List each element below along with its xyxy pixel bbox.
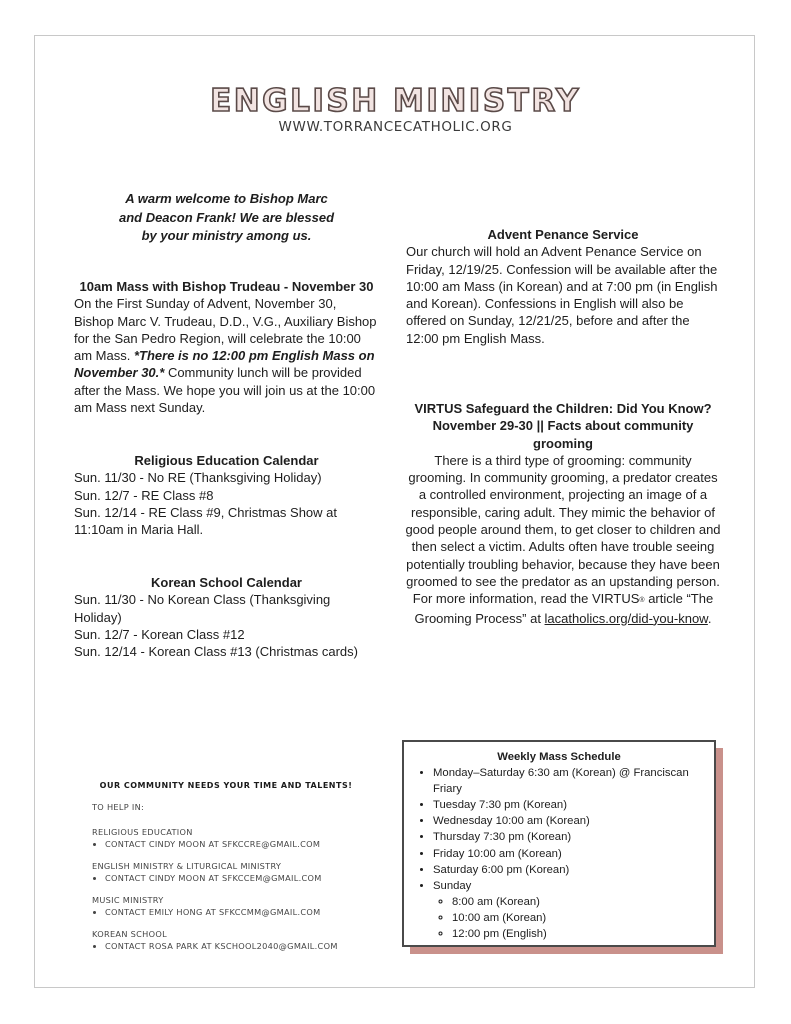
advent-penance-section [406, 226, 720, 347]
calendar-item: Sun. 11/30 - No RE (Thanksgiving Holiday) [74, 470, 322, 486]
mass-schedule-title: Weekly Mass Schedule [497, 751, 621, 763]
website-url[interactable]: WWW.TORRANCECATHOLIC.ORG [278, 119, 513, 135]
mass-item-sunday [433, 878, 704, 942]
calendar-item: Sun. 12/7 - RE Class #8 [74, 487, 214, 503]
page-title: ENGLISH MINISTRY [210, 83, 581, 119]
mass-item: • Wednesday 10:00 am (Korean) [433, 813, 704, 829]
help-in-label: TO HELP IN: [92, 802, 145, 812]
header [0, 84, 791, 136]
ministry-contact: • CONTACT CINDY MOON AT SFKCCRE@GMAIL.COM [105, 838, 382, 850]
mass-schedule-list [414, 765, 704, 942]
korean-school-section [74, 574, 379, 660]
body-text: There is a third type of grooming: community grooming. In community grooming, a predator creates a controlled environment, projecting an image of a responsible, caring adult. They mimic the behavior of good people around them, to get closer to children and then select a victim. Adults often have trouble seeing potentially troubling behavior, because they have been groomed to see the predator as an upstanding person. For more information, read the VIRTUS [405, 452, 721, 607]
body-text: . [707, 610, 712, 626]
body-text: Community lunch will be provided after the Mass. We hope you will join us at the 10:00 am Mass next Sunday. [74, 365, 376, 416]
ministry-group [92, 826, 382, 850]
calendar-item: Sun. 12/14 - RE Class #9, Christmas Show at 11:10am in Maria Hall. [74, 504, 338, 538]
title-line: VIRTUS Safeguard the Children: Did You Know? [414, 401, 712, 416]
calendar-item: Sun. 11/30 - No Korean Class (Thanksgiving Holiday) [74, 592, 331, 625]
mass-schedule-box [402, 740, 716, 947]
ministry-category: ENGLISH MINISTRY & LITURGICAL MINISTRY [92, 861, 282, 871]
section-title: Advent Penance Service [487, 227, 639, 242]
ministry-group [92, 928, 382, 952]
mass-item: • Monday–Saturday 6:30 am (Korean) @ Franciscan Friary [433, 765, 704, 797]
welcome-line: and Deacon Frank! We are blessed [118, 209, 335, 225]
ministry-contact: • CONTACT ROSA PARK AT KSCHOOL2040@GMAIL.COM [105, 940, 382, 952]
welcome-message [74, 190, 379, 246]
ministry-contact: • CONTACT CINDY MOON AT SFKCCEM@GMAIL.COM [105, 872, 382, 884]
ministry-group [92, 894, 382, 918]
welcome-line: A warm welcome to Bishop Marc [125, 191, 328, 206]
did-you-know-link[interactable]: lacatholics.org/did-you-know [544, 610, 708, 626]
section-title: Korean School Calendar [151, 575, 302, 590]
ministry-category: RELIGIOUS EDUCATION [92, 827, 193, 837]
sunday-mass-list [433, 894, 704, 942]
ministry-contact: • CONTACT EMILY HONG AT SFKCCMM@GMAIL.COM [105, 906, 382, 918]
virtus-section [404, 400, 722, 627]
sunday-label: Sunday [433, 879, 472, 892]
section-title [404, 400, 722, 452]
sunday-mass-item: ◦ 10:00 am (Korean) [452, 910, 704, 926]
mass-item: • Saturday 6:00 pm (Korean) [433, 862, 704, 878]
calendar-item: Sun. 12/7 - Korean Class #12 [74, 626, 245, 642]
section-body [404, 452, 722, 627]
body-text: article “The Grooming Process” at [414, 591, 714, 626]
registered-mark: ® [639, 597, 645, 605]
section-title: Religious Education Calendar [134, 453, 319, 468]
sunday-mass-item: ◦ 12:00 pm (English) [452, 926, 704, 942]
sunday-mass-item: ◦ 8:00 am (Korean) [452, 894, 704, 910]
ministry-group [92, 860, 382, 884]
welcome-line: by your ministry among us. [141, 228, 312, 243]
ministry-category: KOREAN SCHOOL [92, 929, 167, 939]
calendar-item: Sun. 12/14 - Korean Class #13 (Christmas cards) [74, 644, 358, 660]
title-line: November 29-30 || Facts about community grooming [432, 418, 694, 451]
mass-item: • Thursday 7:30 pm (Korean) [433, 829, 704, 845]
ministry-category: MUSIC MINISTRY [92, 895, 164, 905]
mass-item: • Friday 10:00 am (Korean) [433, 846, 704, 862]
community-heading: OUR COMMUNITY NEEDS YOUR TIME AND TALENTS! [99, 781, 353, 790]
community-needs-section [92, 781, 382, 962]
body-text: On the First Sunday of Advent, November 30, Bishop Marc V. Trudeau, D.D., V.G., Auxiliary Bishop for the San Pedro Region, will celebrate the 10:00 am Mass. [74, 296, 377, 364]
section-title: 10am Mass with Bishop Trudeau - November 30 [79, 279, 374, 294]
religious-education-section [74, 452, 379, 538]
section-body [74, 295, 379, 416]
no-mass-notice: *There is no 12:00 pm English Mass on November 30.* [74, 348, 375, 381]
bishop-mass-section [74, 278, 379, 416]
mass-item: • Tuesday 7:30 pm (Korean) [433, 797, 704, 813]
section-body: Our church will hold an Advent Penance Service on Friday, 12/19/25. Confession will be available after the 10:00 am Mass (in Korean) and at 7:00 pm (in English and Korean). Confessions in English will also be offered on Sunday, 12/21/25, before and after the 12:00 pm English Mass. [406, 244, 718, 346]
